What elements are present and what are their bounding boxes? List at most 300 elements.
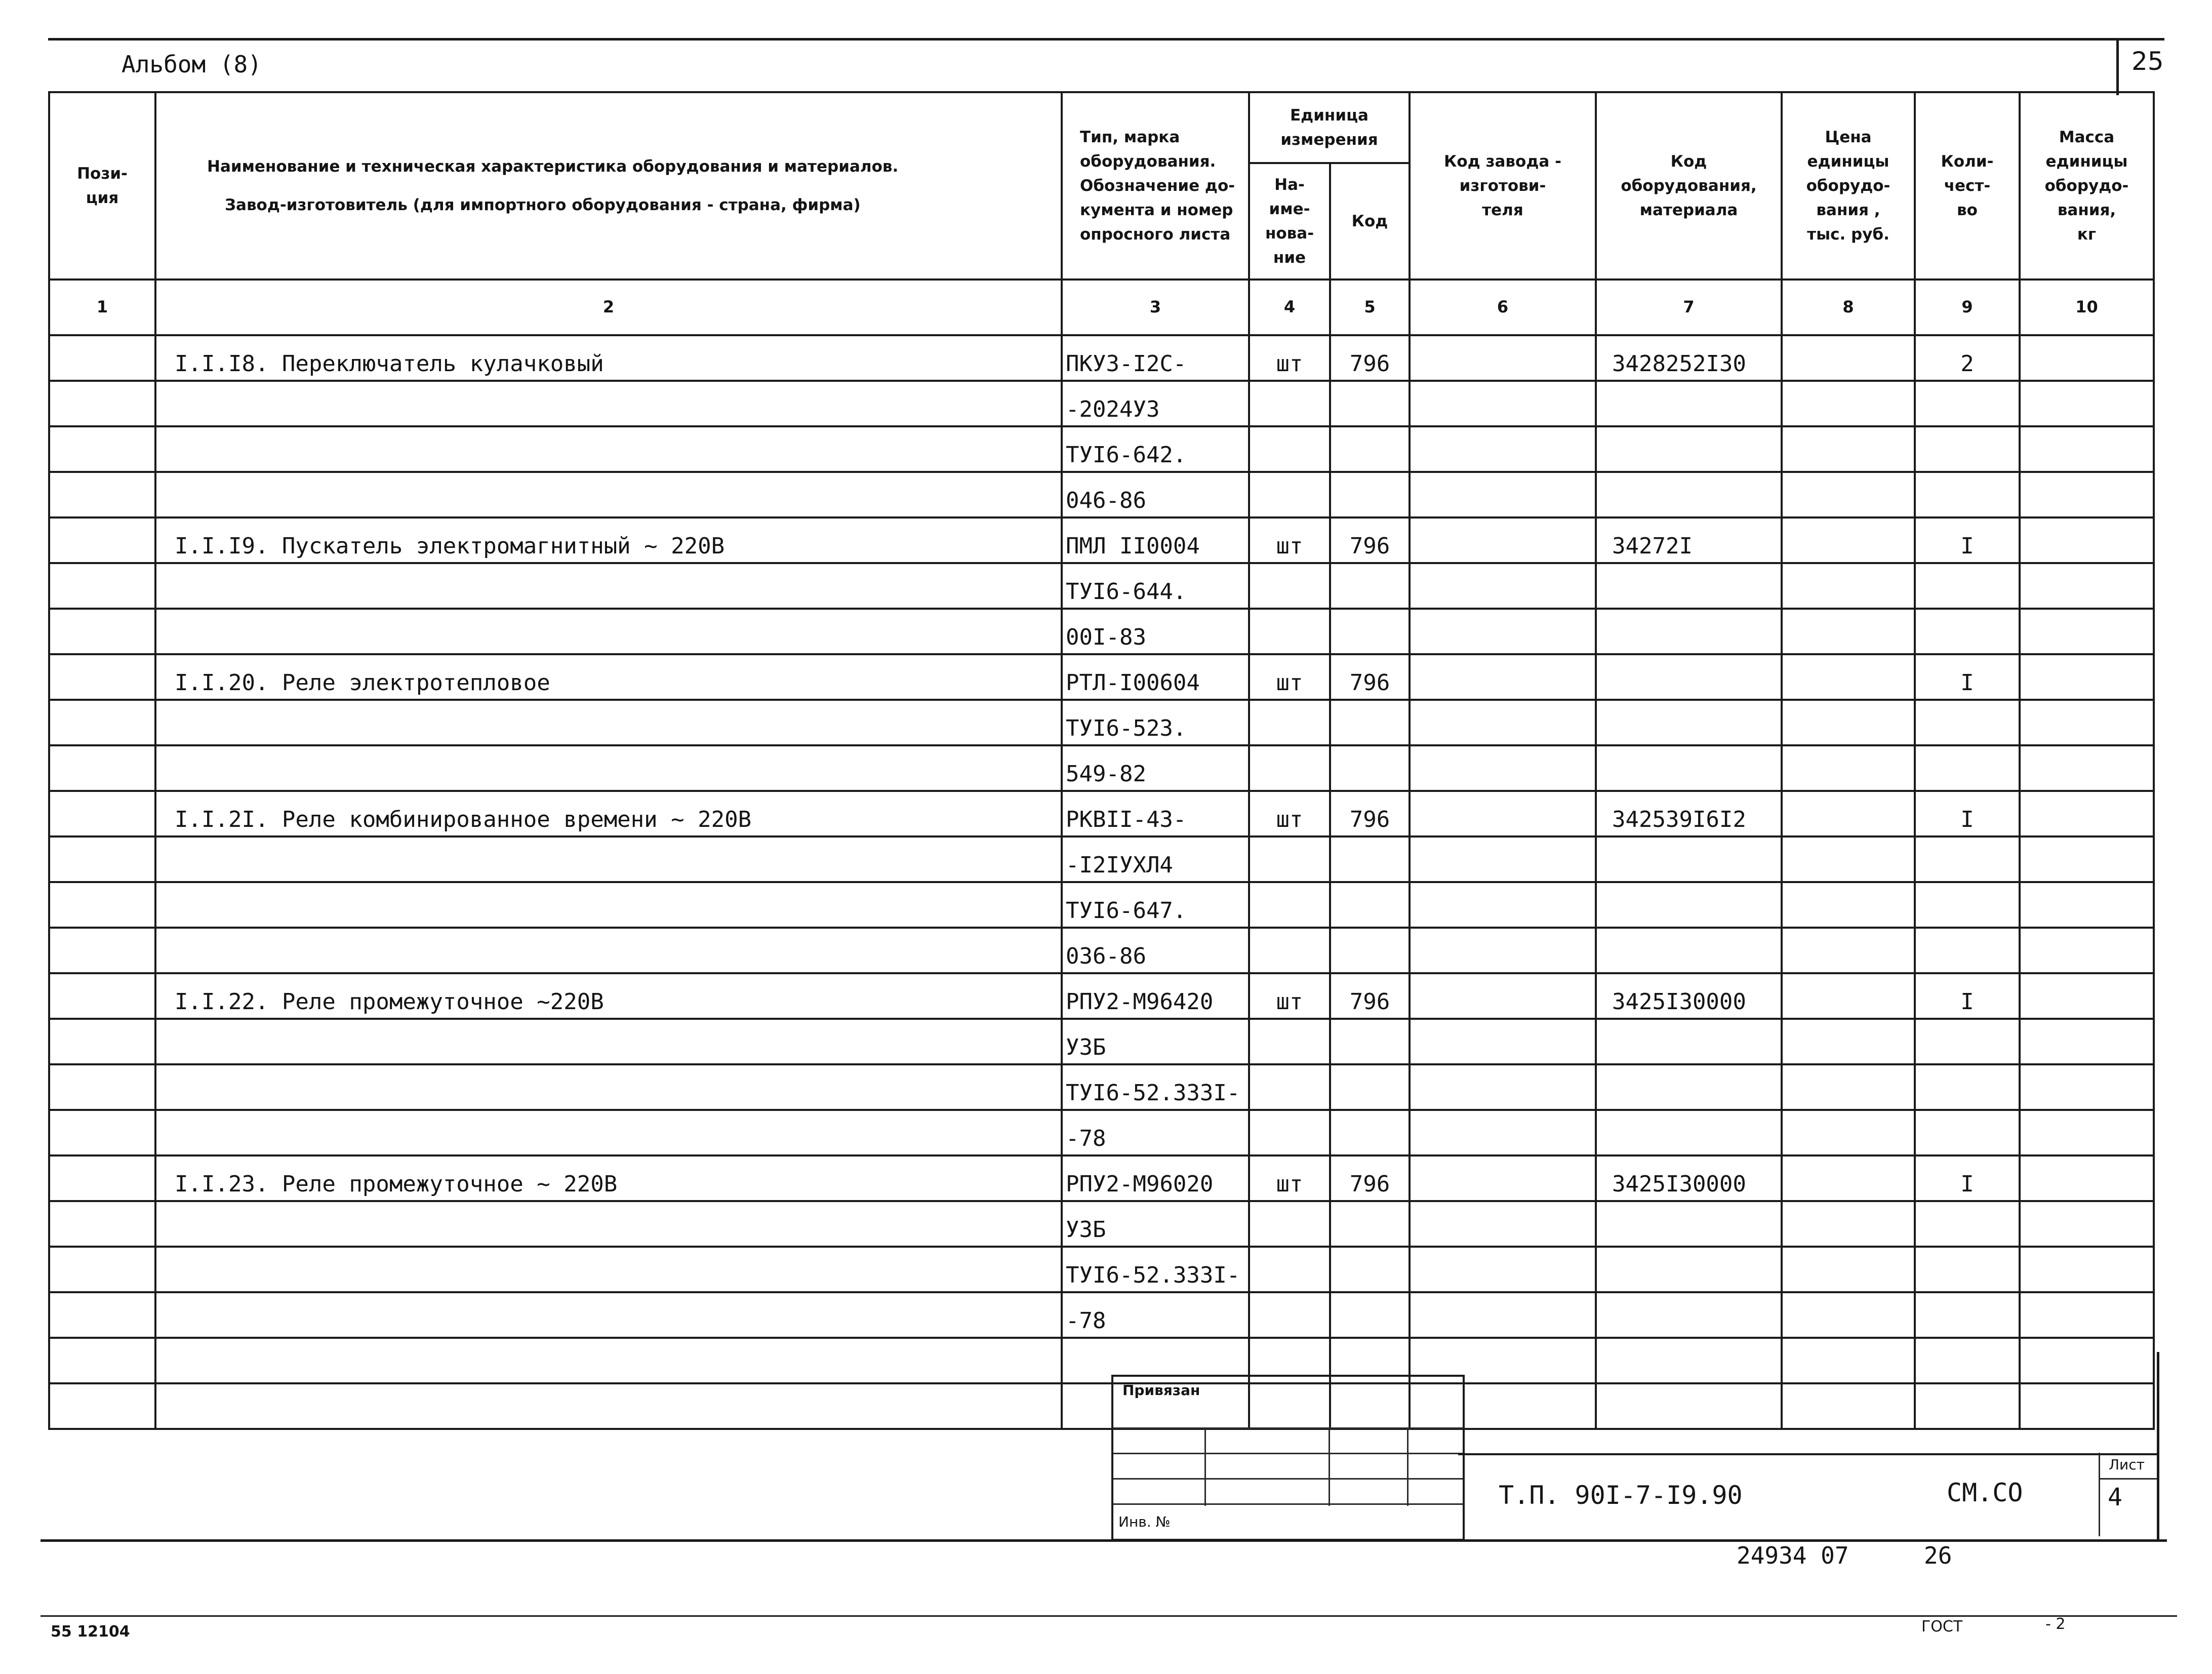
cell-position [49,700,155,745]
cell-plant-code [1410,973,1596,1019]
column-number: 4 [1249,280,1330,335]
cell-unit-code [1330,1247,1410,1292]
linked-label: Привязан [1122,1382,1200,1399]
col-header-mass-text: Масса единицы оборудо- вания, кг [2044,128,2129,244]
cell-plant-code [1410,609,1596,654]
cell-unit-name [1249,1110,1330,1155]
cell-unit-name [1249,745,1330,791]
cell-type-mark: ТУI6-642. [1062,426,1249,472]
cell-equipment-code [1596,472,1782,517]
cell-type-mark: 046-86 [1062,472,1249,517]
cell-position [49,1201,155,1247]
table-row [49,928,2154,973]
cell-mass [2020,563,2154,609]
cell-unit-code [1330,836,1410,882]
col-header-plant-code [1410,92,1596,280]
column-number: 6 [1410,280,1596,335]
cell-price [1782,1292,1915,1338]
cell-position [49,654,155,700]
cell-position [49,335,155,381]
cell-price [1782,426,1915,472]
column-number: 8 [1782,280,1915,335]
col-header-unit-group-text: Единица измерения [1280,106,1378,149]
cell-unit-code: 796 [1330,654,1410,700]
cell-quantity [1915,1019,2020,1064]
cell-equipment-code [1596,563,1782,609]
col-header-equipment-code-text: Код оборудования, материала [1621,152,1757,220]
cell-quantity [1915,563,2020,609]
form-code-left: 55 12104 [51,1623,130,1641]
cell-price [1782,1247,1915,1292]
cell-position [49,928,155,973]
cell-mass [2020,335,2154,381]
cell-plant-code [1410,700,1596,745]
table-row [49,836,2154,882]
table-row [49,609,2154,654]
cell-mass [2020,1383,2154,1429]
cell-quantity [1915,1110,2020,1155]
cell-unit-name [1249,1247,1330,1292]
cell-plant-code [1410,563,1596,609]
cell-quantity [1915,609,2020,654]
cell-mass [2020,928,2154,973]
sheet-label: Лист [2109,1456,2145,1473]
cell-position [49,791,155,836]
cell-equipment-code [1596,1019,1782,1064]
stamp-grid-line [1113,1478,1463,1480]
cell-type-mark: ТУI6-523. [1062,700,1249,745]
column-number: 7 [1596,280,1782,335]
column-number: 10 [2020,280,2154,335]
cell-item-name [155,426,1062,472]
table-row [49,882,2154,928]
cell-unit-code [1330,609,1410,654]
cell-price [1782,1110,1915,1155]
sheet-box-divider [2099,1453,2100,1536]
cell-position [49,1155,155,1201]
album-title: Альбом (8) [122,51,262,78]
cell-equipment-code [1596,700,1782,745]
cell-unit-name [1249,836,1330,882]
cell-price [1782,1383,1915,1429]
cell-equipment-code: 342539I6I2 [1596,791,1782,836]
cell-equipment-code [1596,836,1782,882]
cell-equipment-code [1596,1383,1782,1429]
table-row [49,791,2154,836]
cell-equipment-code [1596,745,1782,791]
inventory-number-label: Инв. № [1118,1513,1171,1530]
col-header-price-text: Цена единицы оборудо- вания , тыс. руб. [1806,128,1891,244]
cell-type-mark: РПУ2-М96420 [1062,973,1249,1019]
column-number: 1 [49,280,155,335]
cell-mass [2020,1247,2154,1292]
stamp-grid-line [1407,1427,1409,1506]
cell-type-mark: 549-82 [1062,745,1249,791]
bottom-rule [41,1615,2177,1617]
cell-mass [2020,517,2154,563]
cell-unit-code [1330,1019,1410,1064]
cell-unit-code: 796 [1330,791,1410,836]
col-header-name-line2: Завод-изготовитель (для импортного оборудования - страна, фирма) [225,196,861,214]
cell-type-mark: -78 [1062,1110,1249,1155]
cell-price [1782,654,1915,700]
cell-mass [2020,609,2154,654]
cell-type-mark: -78 [1062,1292,1249,1338]
table-row [49,654,2154,700]
cell-quantity [1915,1201,2020,1247]
cell-item-name [155,836,1062,882]
col-header-price [1782,92,1915,280]
cell-plant-code [1410,517,1596,563]
document-code-box [1458,1453,2157,1539]
cell-position [49,563,155,609]
cell-plant-code [1410,928,1596,973]
cell-quantity [1915,1383,2020,1429]
cell-price [1782,517,1915,563]
cell-quantity: I [1915,517,2020,563]
cell-unit-name [1249,381,1330,426]
cell-item-name [155,928,1062,973]
cell-unit-code [1330,1064,1410,1110]
cell-quantity [1915,381,2020,426]
cell-equipment-code [1596,381,1782,426]
cell-unit-code [1330,1110,1410,1155]
cell-type-mark: ПМЛ II0004 [1062,517,1249,563]
cell-equipment-code [1596,928,1782,973]
cell-quantity [1915,1064,2020,1110]
cell-plant-code [1410,654,1596,700]
cell-plant-code [1410,1247,1596,1292]
cell-unit-code [1330,882,1410,928]
cell-position [49,1338,155,1383]
cell-quantity [1915,882,2020,928]
table-body [49,335,2154,1429]
cell-mass [2020,745,2154,791]
cell-quantity [1915,928,2020,973]
cell-item-name [155,1201,1062,1247]
cell-unit-name [1249,426,1330,472]
col-header-mass [2020,92,2154,280]
cell-price [1782,882,1915,928]
cell-type-mark: УЗБ [1062,1201,1249,1247]
right-footer-mark: - 2 [2045,1615,2066,1633]
table-row [49,1383,2154,1429]
cell-quantity [1915,700,2020,745]
cell-unit-name: шт [1249,335,1330,381]
cell-plant-code [1410,1019,1596,1064]
col-header-equipment-code [1596,92,1782,280]
table-row [49,426,2154,472]
cell-price [1782,1201,1915,1247]
table-row [49,973,2154,1019]
cell-unit-code [1330,1292,1410,1338]
cell-position [49,517,155,563]
cell-equipment-code [1596,1338,1782,1383]
cell-plant-code [1410,1201,1596,1247]
cell-unit-code [1330,700,1410,745]
cell-price [1782,700,1915,745]
cell-unit-name [1249,700,1330,745]
cell-price [1782,836,1915,882]
cell-position [49,1064,155,1110]
cell-price [1782,381,1915,426]
cell-plant-code [1410,882,1596,928]
cell-plant-code [1410,335,1596,381]
table-row [49,1110,2154,1155]
cell-type-mark: -I2IУХЛ4 [1062,836,1249,882]
cell-plant-code [1410,426,1596,472]
cell-plant-code [1410,1292,1596,1338]
cell-equipment-code [1596,1110,1782,1155]
col-header-unit-group [1249,92,1410,163]
cell-quantity: I [1915,1155,2020,1201]
cell-price [1782,973,1915,1019]
cell-type-mark: УЗБ [1062,1019,1249,1064]
table-row [49,1155,2154,1201]
cell-type-mark: РТЛ-I00604 [1062,654,1249,700]
cell-mass [2020,1110,2154,1155]
column-number: 9 [1915,280,2020,335]
cell-unit-name [1249,563,1330,609]
cell-price [1782,563,1915,609]
page-number: 25 [2131,47,2164,76]
column-number: 5 [1330,280,1410,335]
cell-equipment-code [1596,1064,1782,1110]
cell-unit-code: 796 [1330,1155,1410,1201]
cell-unit-name: шт [1249,791,1330,836]
cell-unit-name [1249,1064,1330,1110]
cell-unit-code [1330,472,1410,517]
cell-plant-code [1410,836,1596,882]
cell-mass [2020,654,2154,700]
cell-type-mark: ПКУЗ-I2С- [1062,335,1249,381]
page-number-divider [2116,39,2119,95]
cell-position [49,381,155,426]
cell-item-name [155,1019,1062,1064]
cell-unit-name [1249,928,1330,973]
cell-position [49,472,155,517]
cell-mass [2020,1338,2154,1383]
cell-price [1782,609,1915,654]
col-header-plant-code-text: Код завода - изготови- теля [1444,152,1561,220]
cell-price [1782,745,1915,791]
stamp-grid-line [1113,1453,1463,1454]
sheet-box-divider [2099,1478,2157,1480]
col-header-position-text: Пози- ция [77,164,128,207]
cell-unit-name [1249,609,1330,654]
cell-unit-code [1330,563,1410,609]
stamp-grid-line [1204,1427,1206,1506]
cell-mass [2020,973,2154,1019]
gost-mark: ГОСТ [1921,1618,1963,1636]
cell-price [1782,1338,1915,1383]
top-border-line [48,38,2164,41]
cell-item-name [155,609,1062,654]
cell-plant-code [1410,1155,1596,1201]
cell-position [49,836,155,882]
cell-type-mark: -2024УЗ [1062,381,1249,426]
cell-mass [2020,882,2154,928]
cell-quantity [1915,426,2020,472]
column-number: 3 [1062,280,1249,335]
cell-quantity: I [1915,973,2020,1019]
col-header-position [49,92,155,280]
table-row [49,517,2154,563]
cell-position [49,1247,155,1292]
cell-unit-name: шт [1249,517,1330,563]
cell-quantity [1915,1338,2020,1383]
table-row [49,1019,2154,1064]
cell-mass [2020,472,2154,517]
cell-unit-name [1249,1201,1330,1247]
cell-item-name [155,1338,1062,1383]
cell-item-name [155,700,1062,745]
cell-unit-code [1330,928,1410,973]
section-code: СМ.СО [1947,1478,2023,1507]
cell-type-mark: ТУI6-647. [1062,882,1249,928]
archive-number: 24934 07 [1737,1542,1849,1569]
cell-plant-code [1410,791,1596,836]
cell-item-name: I.I.23. Реле промежуточное ~ 220В [155,1155,1062,1201]
cell-item-name: I.I.2I. Реле комбинированное времени ~ 220В [155,791,1062,836]
cell-price [1782,791,1915,836]
right-frame-line [2157,1352,2159,1539]
table-row [49,745,2154,791]
cell-type-mark: 00I-83 [1062,609,1249,654]
cell-quantity: I [1915,791,2020,836]
cell-equipment-code [1596,1201,1782,1247]
cell-unit-code [1330,426,1410,472]
col-header-type [1062,92,1249,280]
cell-mass [2020,791,2154,836]
cell-unit-name: шт [1249,973,1330,1019]
cell-equipment-code [1596,654,1782,700]
cell-unit-code: 796 [1330,335,1410,381]
col-header-unit-code [1330,163,1410,280]
cell-equipment-code [1596,1292,1782,1338]
cell-item-name [155,381,1062,426]
cell-quantity [1915,745,2020,791]
cell-position [49,1292,155,1338]
cell-equipment-code: 3425I30000 [1596,973,1782,1019]
cell-position [49,1110,155,1155]
cell-equipment-code [1596,1247,1782,1292]
cell-position [49,745,155,791]
cell-plant-code [1410,1064,1596,1110]
cell-mass [2020,700,2154,745]
cell-item-name: I.I.I9. Пускатель электромагнитный ~ 220В [155,517,1062,563]
sheet-number: 4 [2108,1483,2122,1511]
cell-unit-code [1330,381,1410,426]
cell-position [49,426,155,472]
cell-mass [2020,1155,2154,1201]
cell-quantity [1915,1247,2020,1292]
cell-type-mark: ТУI6-52.333I- [1062,1064,1249,1110]
cell-position [49,973,155,1019]
cell-item-name [155,1383,1062,1429]
cell-quantity [1915,1292,2020,1338]
table-row [49,1201,2154,1247]
cell-item-name [155,1292,1062,1338]
table-row [49,1064,2154,1110]
equipment-specification-table [48,91,2155,1430]
archive-page: 26 [1924,1542,1952,1569]
cell-type-mark: ТУI6-52.333I- [1062,1247,1249,1292]
cell-equipment-code: 3425I30000 [1596,1155,1782,1201]
cell-price [1782,472,1915,517]
cell-item-name: I.I.22. Реле промежуточное ~220В [155,973,1062,1019]
cell-type-mark: ТУI6-644. [1062,563,1249,609]
table-row [49,700,2154,745]
table-row [49,1247,2154,1292]
col-header-type-text: Тип, марка оборудования. Обозначение до- кумента и номер опросного листа [1080,128,1235,244]
col-header-unit-name-text: На- име- нова- ние [1265,175,1314,267]
cell-plant-code [1410,381,1596,426]
cell-mass [2020,1292,2154,1338]
cell-unit-code [1330,745,1410,791]
cell-unit-name: шт [1249,1155,1330,1201]
cell-type-mark: РПУ2-М96020 [1062,1155,1249,1201]
stamp-grid-line [1329,1427,1330,1506]
cell-equipment-code [1596,609,1782,654]
cell-unit-code: 796 [1330,973,1410,1019]
cell-equipment-code: 3428252I30 [1596,335,1782,381]
cell-position [49,609,155,654]
cell-item-name [155,1064,1062,1110]
cell-equipment-code [1596,426,1782,472]
cell-item-name [155,1247,1062,1292]
cell-position [49,1019,155,1064]
cell-item-name [155,472,1062,517]
cell-item-name: I.I.20. Реле электротепловое [155,654,1062,700]
linked-stamp-box [1111,1375,1465,1541]
table-row [49,381,2154,426]
col-header-quantity [1915,92,2020,280]
cell-mass [2020,1201,2154,1247]
cell-unit-name [1249,1019,1330,1064]
cell-quantity: I [1915,654,2020,700]
cell-price [1782,1064,1915,1110]
cell-price [1782,1019,1915,1064]
stamp-grid-line [1113,1427,1463,1429]
cell-quantity: 2 [1915,335,2020,381]
cell-item-name [155,563,1062,609]
cell-mass [2020,1064,2154,1110]
table-row [49,472,2154,517]
document-code: Т.П. 90I-7-I9.90 [1499,1481,1743,1510]
cell-mass [2020,381,2154,426]
cell-quantity [1915,472,2020,517]
cell-item-name [155,1110,1062,1155]
col-header-quantity-text: Коли- чест- во [1941,152,1994,220]
cell-plant-code [1410,745,1596,791]
cell-type-mark: 036-86 [1062,928,1249,973]
table-row [49,1338,2154,1383]
column-number-row [49,280,2154,335]
cell-item-name [155,882,1062,928]
col-header-name-line1: Наименование и техническая характеристика оборудования и материалов. [207,157,899,176]
cell-unit-name [1249,472,1330,517]
col-header-name [155,92,1062,280]
cell-position [49,1383,155,1429]
cell-unit-name [1249,1292,1330,1338]
cell-equipment-code: 34272I [1596,517,1782,563]
cell-unit-code [1330,1201,1410,1247]
cell-price [1782,335,1915,381]
column-number: 2 [155,280,1062,335]
cell-unit-name [1249,882,1330,928]
cell-equipment-code [1596,882,1782,928]
